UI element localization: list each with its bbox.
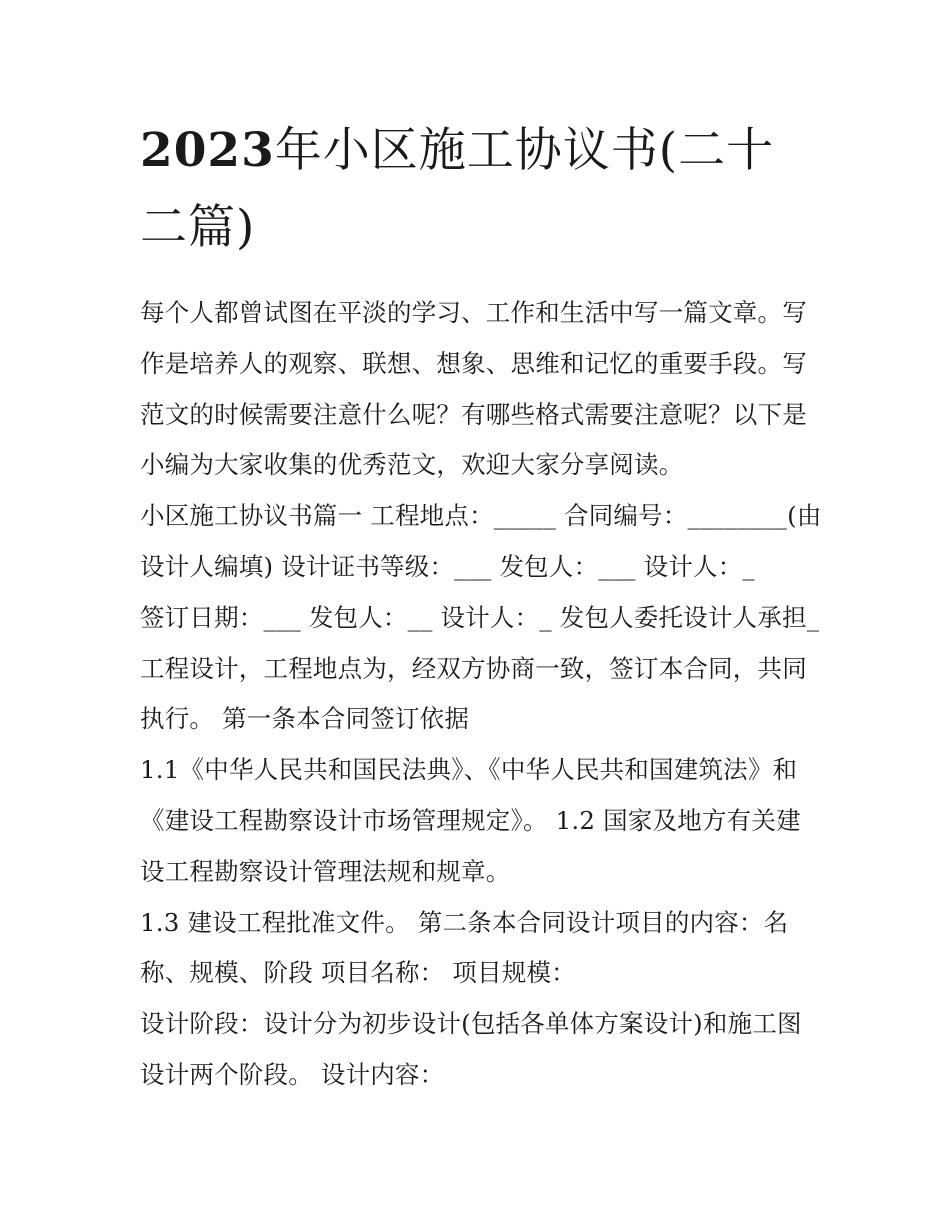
text-line: 每个人都曾试图在平淡的学习、工作和生活中写一篇文章。写 bbox=[140, 298, 807, 327]
text-line: 称、规模、阶段 项目名称： 项目规模： bbox=[140, 958, 576, 988]
text-line: 设计人编填) 设计证书等级：___ 发包人：___ 设计人：_ bbox=[140, 551, 755, 581]
title-line-1-text: 年小区施工协议书(二十 bbox=[274, 123, 775, 178]
text-line: 小编为大家收集的优秀范文，欢迎大家分享阅读。 bbox=[140, 450, 684, 480]
title-line-2: 二篇) bbox=[140, 200, 256, 255]
contract-header-paragraph bbox=[140, 491, 822, 745]
intro-paragraph bbox=[140, 288, 812, 491]
clause-1-paragraph bbox=[140, 745, 812, 897]
text-line: 小区施工协议书篇一 工程地点：_____ 合同编号：________(由 bbox=[140, 501, 822, 531]
text-line: 作是培养人的观察、联想、想象、思维和记忆的重要手段。写 bbox=[140, 348, 807, 378]
text-line: 1.1《中华人民共和国民法典》、《中华人民共和国建筑法》和 bbox=[140, 755, 798, 785]
text-line: 《建设工程勘察设计市场管理规定》。 1.2 国家及地方有关建 bbox=[140, 805, 801, 835]
text-line: 1.3 建设工程批准文件。 第二条本合同设计项目的内容：名 bbox=[140, 907, 789, 937]
clause-1-3-paragraph bbox=[140, 898, 812, 1000]
document-title bbox=[140, 112, 812, 266]
title-line-1 bbox=[140, 112, 812, 189]
text-line: 设计阶段：设计分为初步设计(包括各单体方案设计)和施工图 bbox=[140, 1009, 802, 1039]
text-line: 工程设计，工程地点为，经双方协商一致，签订本合同，共同 bbox=[140, 653, 807, 683]
text-line: 签订日期：___ 发包人：__ 设计人：_ 发包人委托设计人承担_ bbox=[140, 602, 820, 632]
text-line: 执行。 第一条本合同签订依据 bbox=[140, 704, 470, 734]
title-year: 2023 bbox=[140, 123, 275, 178]
design-stage-paragraph bbox=[140, 999, 812, 1101]
document-body bbox=[140, 112, 822, 1101]
text-line: 设计两个阶段。 设计内容： bbox=[140, 1059, 445, 1089]
text-line: 范文的时候需要注意什么呢？有哪些格式需要注意呢？以下是 bbox=[140, 399, 807, 429]
text-line: 设工程勘察设计管理法规和规章。 bbox=[140, 856, 511, 886]
